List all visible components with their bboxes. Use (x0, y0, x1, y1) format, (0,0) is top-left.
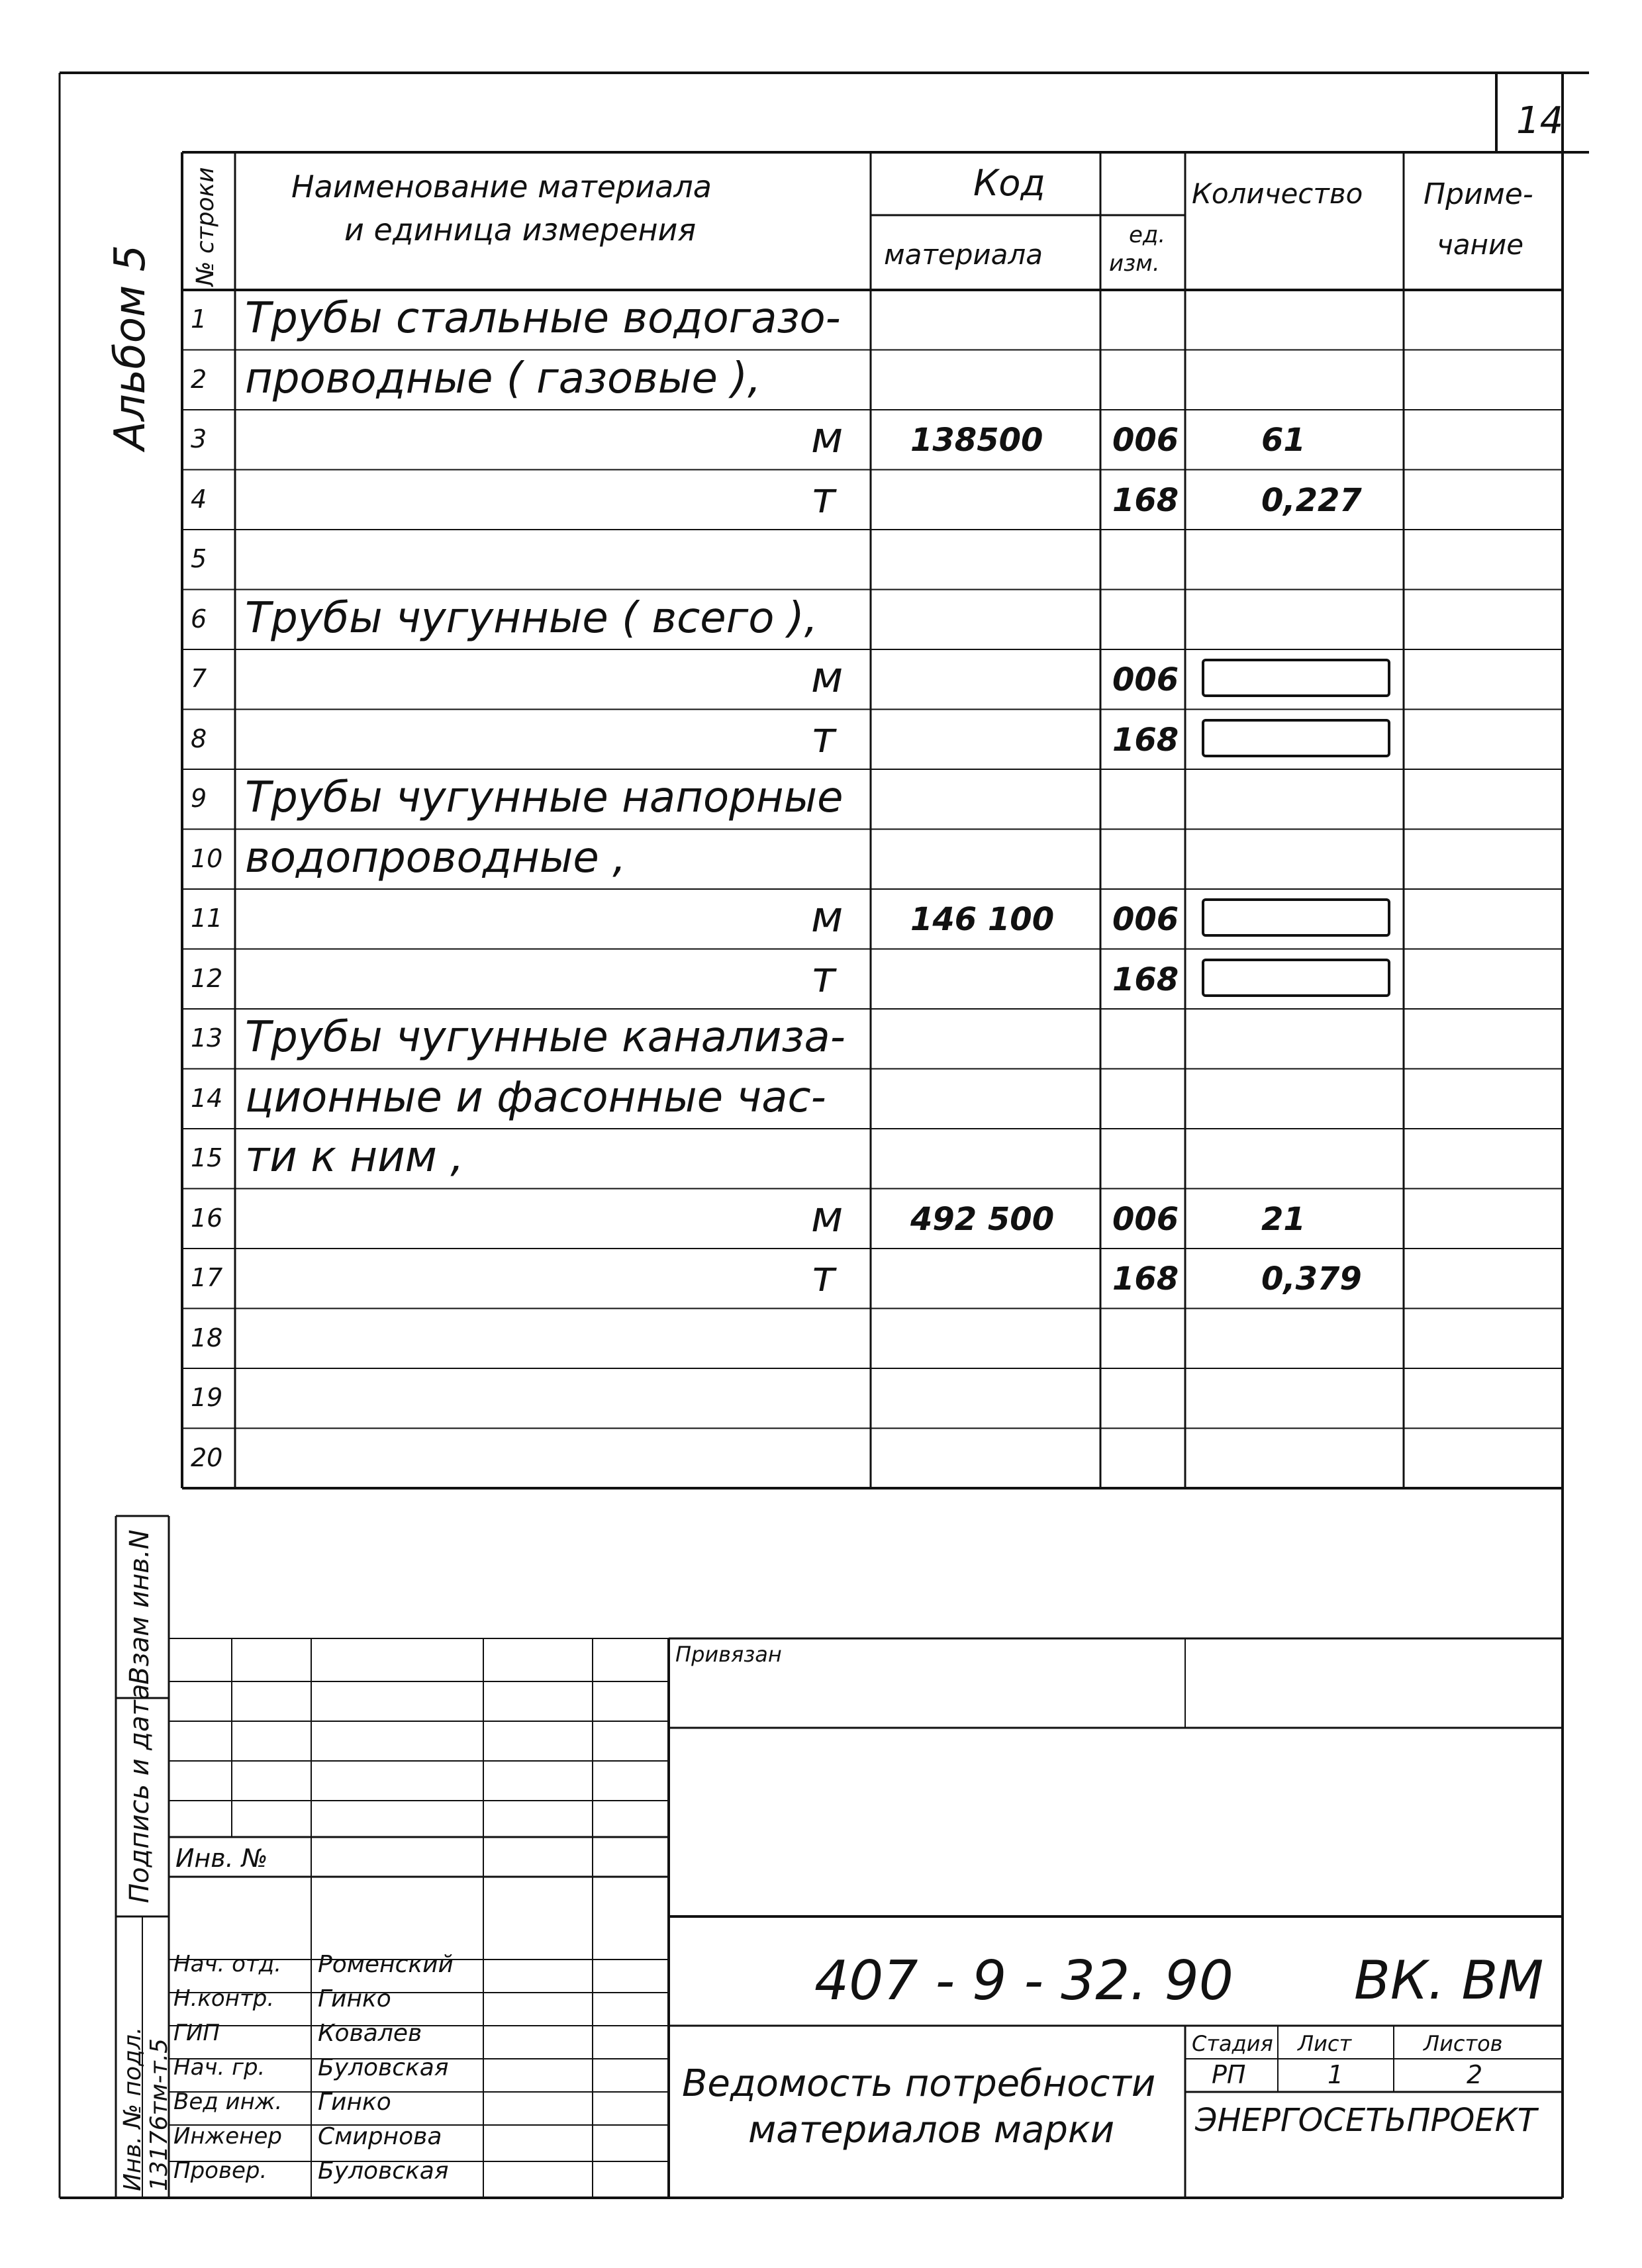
header-name-line2: и единица измерения (344, 212, 697, 248)
stamp-doc-mark: ВК. ВМ (1354, 1950, 1544, 2011)
signer-name: Роменский (318, 1951, 454, 1978)
row-material-name: Трубы чугунные канализа- (245, 1013, 845, 1062)
signer-role: Провер. (173, 2157, 267, 2184)
stamp-inv-no: Инв. № (175, 1844, 268, 1873)
row-number: 1 (191, 305, 207, 334)
row-number: 6 (191, 604, 207, 634)
signer-name: Ковалев (318, 2020, 422, 2047)
side-label-inv-podl: Инв. № подл. (119, 2026, 146, 2191)
stamp-title-2: материалов марки (748, 2108, 1115, 2151)
row-quantity: 0,227 (1261, 481, 1362, 519)
row-material-code: 138500 (910, 422, 1043, 459)
row-material-name: Трубы чугунные ( всего ), (245, 593, 818, 643)
row-unit: м (811, 893, 844, 942)
signer-role: Нач. отд. (173, 1951, 282, 1977)
row-material-code: 146 100 (910, 901, 1055, 938)
row-unit: м (811, 1192, 844, 1242)
row-material-code: 492 500 (910, 1200, 1055, 1238)
row-material-name: Трубы чугунные напорные (245, 773, 844, 822)
header-row-no: № строки (192, 167, 219, 286)
row-number: 13 (191, 1023, 223, 1053)
row-unit-code: 006 (1112, 422, 1179, 459)
header-note-1: Приме- (1424, 177, 1533, 211)
row-unit: т (811, 473, 836, 523)
signer-name: Гинко (318, 1985, 391, 2012)
stamp-list-value: 1 (1328, 2060, 1344, 2089)
row-number: 7 (191, 664, 207, 693)
stamp-organization: ЭНЕРГОСЕТЬПРОЕКТ (1195, 2102, 1537, 2139)
row-unit: т (811, 1252, 836, 1301)
row-unit: т (811, 953, 836, 1002)
stamp-doc-number: 407 - 9 - 32. 90 (814, 1950, 1233, 2012)
row-material-name: ти к ним , (245, 1133, 464, 1182)
header-code: Код (973, 162, 1045, 204)
row-unit: м (811, 653, 844, 702)
header-code-unit-1: ед. (1129, 222, 1166, 248)
row-unit-code: 006 (1112, 1200, 1179, 1238)
signer-role: Н.контр. (173, 1985, 275, 2012)
signer-role: Вед инж. (173, 2089, 283, 2115)
row-number: 17 (191, 1263, 223, 1292)
row-unit-code: 168 (1112, 481, 1179, 519)
row-number: 4 (191, 484, 207, 514)
row-number: 18 (191, 1323, 223, 1352)
side-label-inv-code: 13176тм-т.5 (146, 2038, 173, 2191)
row-number: 3 (191, 424, 207, 453)
row-number: 9 (191, 784, 207, 813)
row-material-name: проводные ( газовые ), (245, 354, 761, 403)
row-unit: м (811, 414, 844, 463)
row-number: 11 (191, 904, 223, 933)
row-unit: т (811, 713, 836, 763)
header-name-line1: Наименование материала (291, 169, 712, 205)
stamp-privyazan: Привязан (675, 1642, 782, 1667)
signer-name: Буловская (318, 2054, 449, 2081)
row-number: 16 (191, 1203, 223, 1233)
stamp-listov-value: 2 (1467, 2060, 1483, 2089)
row-quantity: 61 (1261, 422, 1306, 459)
row-material-name: водопроводные , (245, 833, 626, 882)
row-number: 8 (191, 724, 207, 753)
signer-name: Гинко (318, 2089, 391, 2116)
header-code-material: материала (884, 238, 1043, 271)
stamp-list-label: Лист (1298, 2031, 1352, 2056)
row-quantity: 21 (1261, 1200, 1306, 1238)
side-label-vzam: Взам инв.N (124, 1529, 155, 1685)
row-number: 14 (191, 1083, 223, 1113)
row-number: 20 (191, 1442, 223, 1472)
row-number: 2 (191, 364, 207, 394)
album-label: Альбом 5 (106, 244, 155, 450)
header-code-unit-2: изм. (1109, 250, 1160, 277)
header-quantity: Количество (1192, 177, 1363, 210)
row-unit-code: 168 (1112, 1260, 1179, 1298)
page-number: 14 (1516, 99, 1564, 142)
row-material-name: Трубы стальные водогазо- (245, 294, 841, 343)
signer-role: ГИП (173, 2020, 220, 2046)
row-number: 15 (191, 1143, 223, 1172)
side-label-podpis: Подпись и дата (124, 1683, 155, 1903)
row-material-name: ционные и фасонные час- (245, 1072, 826, 1122)
row-quantity: 0,379 (1261, 1260, 1362, 1298)
stamp-title-1: Ведомость потребности (682, 2062, 1156, 2105)
row-unit-code: 006 (1112, 661, 1179, 698)
stamp-stadia-label: Стадия (1192, 2031, 1273, 2056)
stamp-listov-label: Листов (1424, 2031, 1503, 2056)
signer-name: Буловская (318, 2157, 449, 2185)
row-unit-code: 168 (1112, 721, 1179, 759)
row-unit-code: 168 (1112, 961, 1179, 998)
stamp-stadia-value: РП (1212, 2060, 1246, 2089)
signer-role: Нач. гр. (173, 2054, 266, 2081)
header-note-2: чание (1437, 228, 1524, 261)
row-number: 12 (191, 963, 223, 993)
row-unit-code: 006 (1112, 901, 1179, 938)
signer-name: Смирнова (318, 2123, 442, 2150)
row-number: 19 (191, 1383, 223, 1412)
signer-role: Инженер (173, 2123, 282, 2150)
row-number: 10 (191, 843, 223, 873)
row-number: 5 (191, 544, 207, 573)
